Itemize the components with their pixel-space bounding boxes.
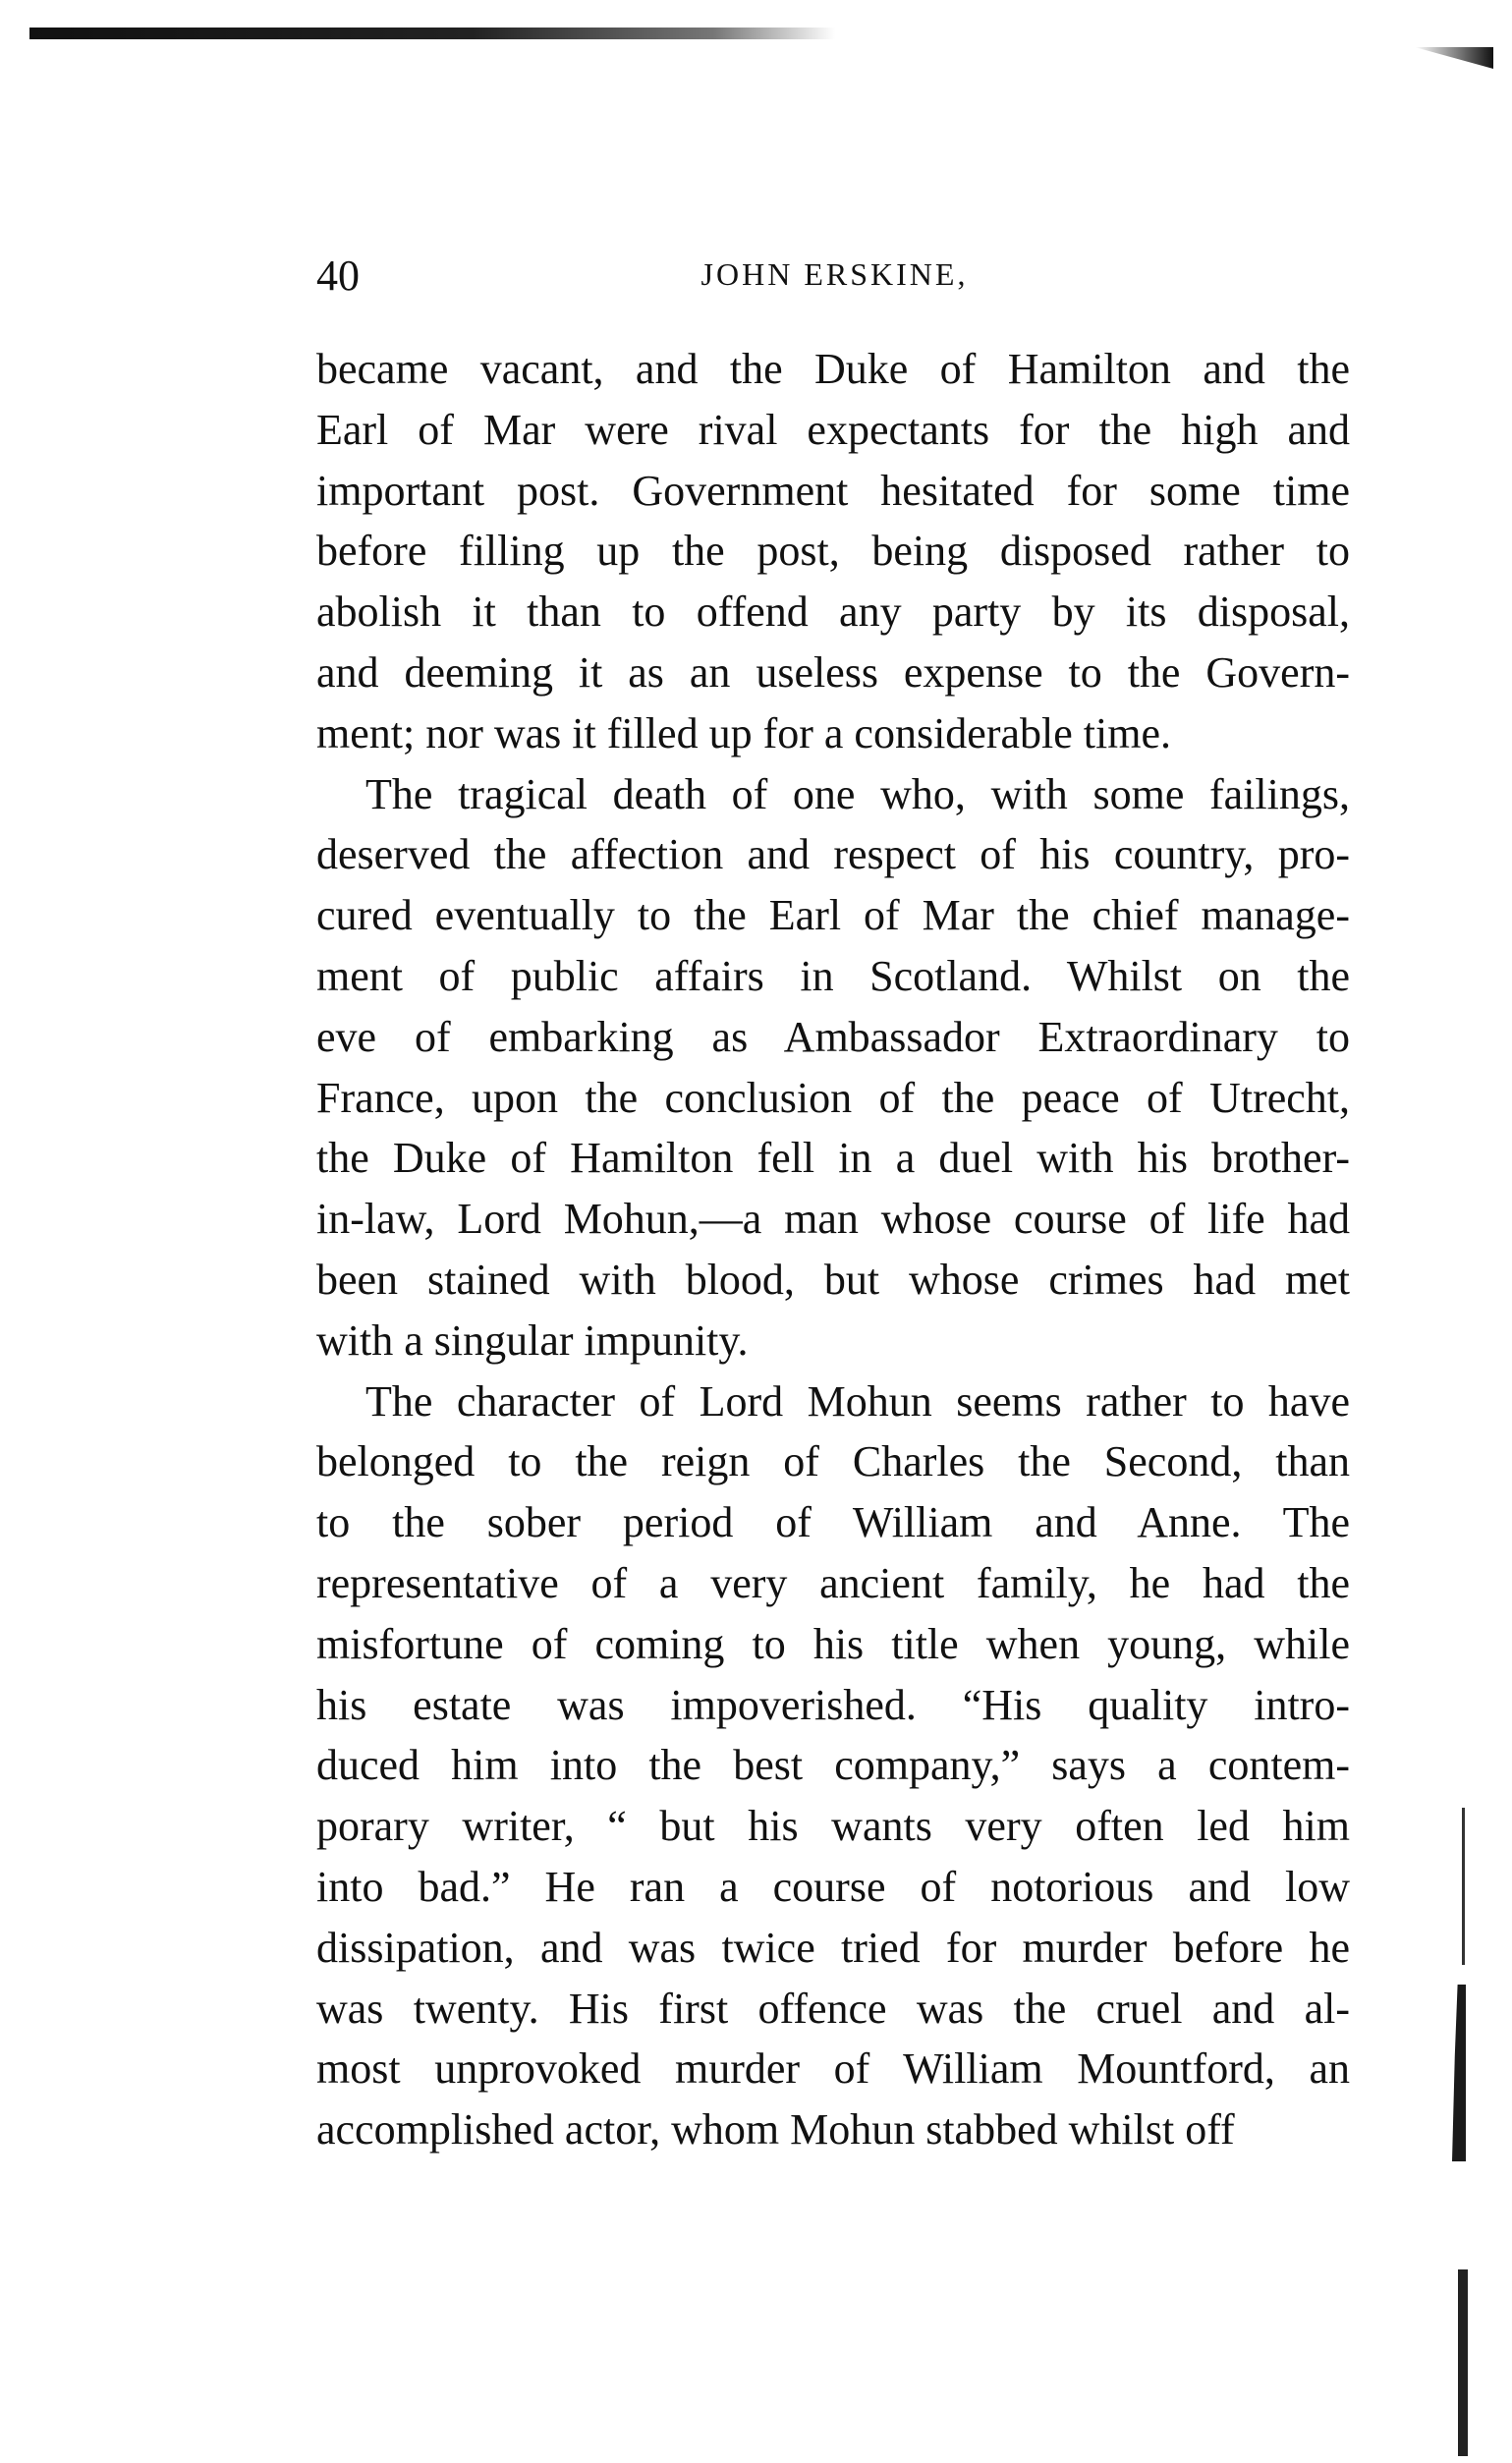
text-line: eve of embarking as Ambassador Extraordinary to [316, 1012, 1350, 1061]
text-line: The character of Lord Mohun seems rather to have [365, 1376, 1350, 1426]
text-line: with a singular impunity. [316, 1315, 749, 1365]
scan-artifact-edge [1458, 2269, 1468, 2456]
text-line: deserved the affection and respect of his country, pro- [316, 830, 1350, 879]
text-line: belonged to the reign of Charles the Second, than [316, 1437, 1350, 1486]
page-number: 40 [316, 252, 360, 300]
text-line: Earl of Mar were rival expectants for the high and [316, 405, 1350, 454]
text-line: porary writer, “ but his wants very often led him [316, 1802, 1350, 1851]
text-line: accomplished actor, whom Mohun stabbed whilst off [316, 2105, 1235, 2155]
paragraph [316, 764, 1350, 1371]
text-line: ment; nor was it filled up for a considerable time. [316, 708, 1171, 757]
text-line: The tragical death of one who, with some failings, [365, 769, 1350, 818]
scan-artifact-edge [1462, 1808, 1465, 1965]
paragraph [316, 339, 1350, 764]
text-line: most unprovoked murder of William Mountford, an [316, 2044, 1350, 2094]
text-line: dissipation, and was twice tried for murder before he [316, 1923, 1350, 1972]
scan-artifact-edge [1452, 1985, 1466, 2161]
running-title: JOHN ERSKINE, [700, 256, 969, 292]
text-line: France, upon the conclusion of the peace of Utrecht, [316, 1073, 1350, 1122]
text-line: the Duke of Hamilton fell in a duel with his brother- [316, 1134, 1350, 1183]
text-line: misfortune of coming to his title when young, while [316, 1619, 1350, 1668]
text-line: was twenty. His first offence was the cruel and al- [316, 1984, 1350, 2033]
text-line: became vacant, and the Duke of Hamilton and the [316, 345, 1350, 393]
text-line: to the sober period of William and Anne. The [316, 1498, 1350, 1547]
text-line: representative of a very ancient family, he had the [316, 1558, 1350, 1607]
text-line: his estate was impoverished. “His quality intro- [316, 1680, 1350, 1729]
text-line: important post. Government hesitated for some time [316, 466, 1350, 515]
paragraph [316, 1371, 1350, 2160]
scan-artifact-top-bar [29, 28, 835, 39]
text-line: cured eventually to the Earl of Mar the chief manage- [316, 891, 1350, 940]
text-line: and deeming it as an useless expense to the Govern- [316, 647, 1350, 697]
text-line: into bad.” He ran a course of notorious and low [316, 1862, 1350, 1911]
text-line: been stained with blood, but whose crimes had met [316, 1255, 1350, 1304]
text-line: abolish it than to offend any party by its disposal, [316, 588, 1350, 637]
text-line: duced him into the best company,” says a contem- [316, 1741, 1350, 1790]
running-header [316, 251, 1353, 300]
page-body [316, 339, 1350, 2160]
text-line: before filling up the post, being disposed rather to [316, 527, 1350, 576]
text-line: ment of public affairs in Scotland. Whilst on the [316, 951, 1350, 1000]
text-line: in-law, Lord Mohun,—a man whose course of life had [316, 1195, 1350, 1244]
scan-artifact-corner [1415, 47, 1493, 69]
